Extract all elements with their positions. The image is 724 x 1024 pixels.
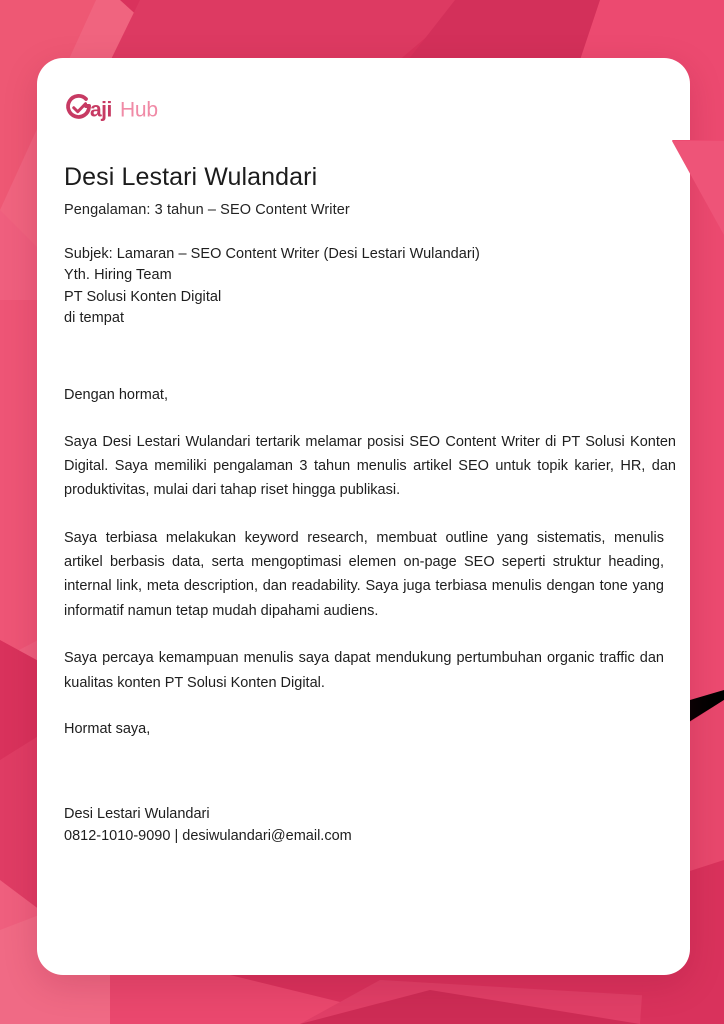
svg-text:aji: aji [90,98,112,122]
place-line: di tempat [64,310,125,327]
address-block [64,244,690,330]
salutation: Dengan hormat, [64,386,168,403]
letter-card [37,58,690,975]
closing-line: Hormat saya, [64,720,151,737]
signature-block [64,803,690,848]
experience-subtitle: Pengalaman: 3 tahun – SEO Content Writer [64,202,350,218]
circle-check-icon [68,96,91,117]
body-paragraph-2: Saya terbiasa melakukan keyword research, membuat outline yang sistematis, menulis artikel berbasis data, serta mengoptimasi elemen on-page SEO seperti struktur heading, internal link, meta description, dan readability. Saya juga terbiasa menulis dengan tone yang informatif namun tetap mudah dipahami audiens. [64,529,664,619]
recipient-line: Yth. Hiring Team [64,267,172,284]
company-line: PT Solusi Konten Digital [64,288,222,305]
gajihub-logo [64,90,690,128]
page-title: Desi Lestari Wulandari [64,163,318,191]
body-paragraph-1: Saya Desi Lestari Wulandari tertarik melamar posisi SEO Content Writer di PT Solusi Konten Digital. Saya memiliki pengalaman 3 tahun menulis artikel SEO untuk topik karier, HR, dan produktivitas, mulai dari tahap riset hingga publikasi. [64,433,676,499]
svg-text:Hub: Hub [120,98,158,122]
body-paragraph-3: Saya percaya kemampuan menulis saya dapat mendukung pertumbuhan organic traffic dan kualitas konten PT Solusi Konten Digital. [64,650,664,691]
signature-contact: 0812-1010-9090 | desiwulandari@email.com [64,828,352,845]
signature-name: Desi Lestari Wulandari [64,805,210,822]
subject-line: Subjek: Lamaran – SEO Content Writer (Desi Lestari Wulandari) [64,245,480,262]
gajihub-logo-svg [64,92,192,126]
letter-content [37,58,690,975]
